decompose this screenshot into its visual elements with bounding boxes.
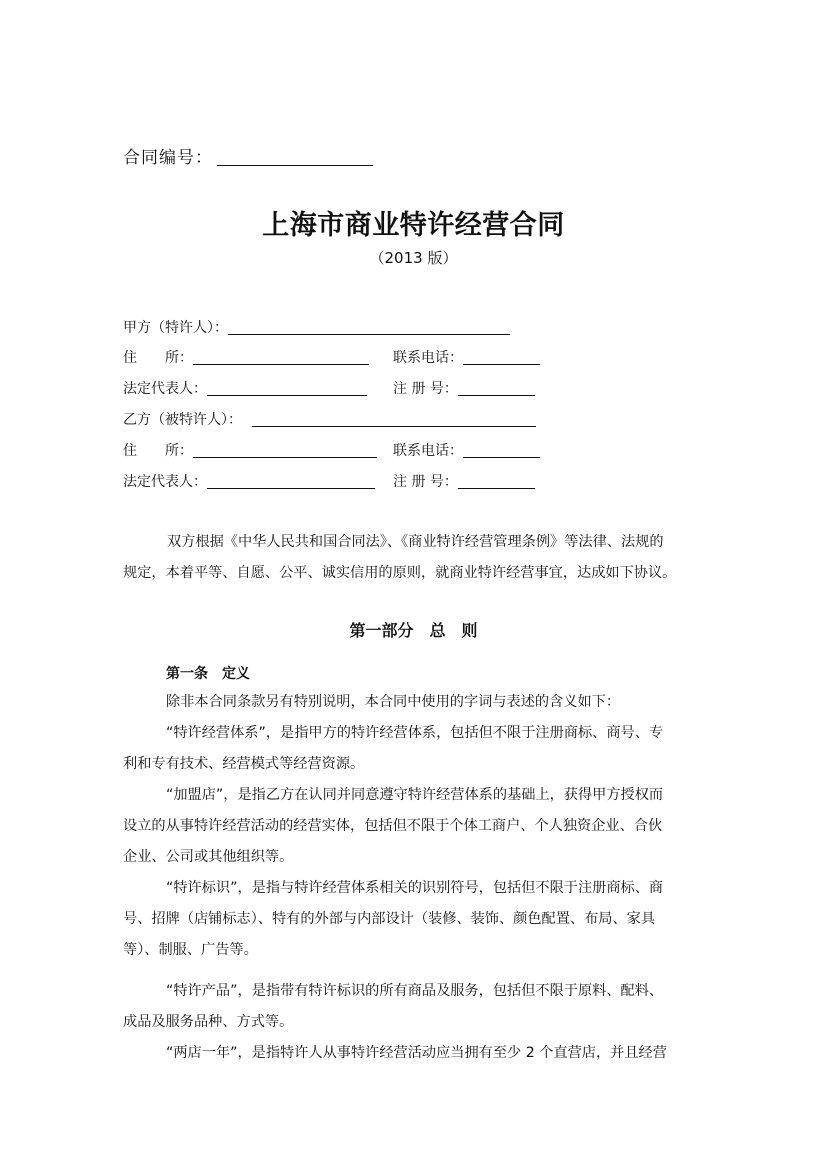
party-a-rep-label: 法定代表人：	[123, 381, 207, 397]
party-b-phone-blank[interactable]	[463, 443, 540, 458]
body-line: 企业、公司或其他组织等。	[123, 849, 294, 865]
party-a-address-row	[123, 347, 369, 367]
party-b-rep-blank[interactable]	[207, 474, 375, 489]
party-a-reg-label: 注 册 号：	[393, 381, 458, 397]
party-b-rep-label: 法定代表人：	[123, 474, 207, 490]
section-title: 第一部分 总 则	[349, 621, 478, 640]
party-b-phone-row	[393, 440, 540, 460]
body-line: 设立的从事特许经营活动的经营实体，包括但不限于个体工商户、个人独资企业、合伙	[123, 818, 663, 834]
document-edition: （2013 版）	[369, 249, 458, 267]
body-line: 除非本合同条款另有特别说明，本合同中使用的字词与表述的含义如下：	[166, 694, 621, 710]
party-b-address-label: 住 所：	[123, 443, 193, 459]
body-line: 等）、制服、广告等。	[123, 942, 258, 958]
body-line: 成品及服务品种、方式等。	[123, 1014, 294, 1030]
party-a-rep-row	[123, 378, 367, 398]
body-line: “加盟店”，是指乙方在认同并同意遵守特许经营体系的基础上，获得甲方授权而	[166, 787, 664, 803]
party-a-address-blank[interactable]	[193, 350, 369, 365]
party-a-row	[123, 317, 510, 337]
party-a-address-label: 住 所：	[123, 350, 193, 366]
party-a-reg-blank[interactable]	[458, 381, 535, 396]
body-line: “特许经营体系”，是指甲方的特许经营体系，包括但不限于注册商标、商号、专	[166, 725, 664, 741]
party-b-reg-blank[interactable]	[458, 474, 535, 489]
preamble-line: 规定，本着平等、自愿、公平、诚实信用的原则，就商业特许经营事宜，达成如下协议。	[123, 565, 677, 581]
party-b-reg-label: 注 册 号：	[393, 474, 458, 490]
contract-number-blank[interactable]	[217, 149, 373, 166]
party-b-address-blank[interactable]	[193, 443, 377, 458]
document-title: 上海市商业特许经营合同	[262, 210, 565, 241]
preamble-line: 双方根据《中华人民共和国合同法》、《商业特许经营管理条例》等法律、法规的	[167, 534, 664, 550]
body-line: 利和专有技术、经营模式等经营资源。	[123, 756, 365, 772]
party-a-phone-blank[interactable]	[463, 350, 540, 365]
party-b-label: 乙方（被特许人）：	[123, 412, 242, 428]
body-line: “两店一年”，是指特许人从事特许经营活动应当拥有至少 2 个直营店，并且经营	[166, 1045, 667, 1061]
party-a-phone-row	[393, 347, 540, 367]
party-b-phone-label: 联系电话：	[393, 443, 463, 459]
article-title: 第一条 定义	[166, 666, 250, 682]
body-line: 号、招牌（店铺标志）、特有的外部与内部设计（装修、装饰、颜色配置、布局、家具	[123, 911, 656, 927]
party-a-rep-blank[interactable]	[207, 381, 367, 396]
party-b-address-row	[123, 440, 377, 460]
party-b-row	[123, 409, 536, 429]
contract-number	[123, 143, 373, 168]
party-a-phone-label: 联系电话：	[393, 350, 463, 366]
party-a-blank[interactable]	[228, 320, 510, 335]
party-b-reg-row	[393, 471, 535, 491]
party-b-rep-row	[123, 471, 375, 491]
body-line: “特许产品”，是指带有特许标识的所有商品及服务，包括但不限于原料、配料、	[166, 983, 664, 999]
contract-number-label: 合同编号：	[123, 148, 213, 168]
party-b-blank[interactable]	[252, 412, 536, 427]
body-line: “特许标识”，是指与特许经营体系相关的识别符号，包括但不限于注册商标、商	[166, 880, 664, 896]
party-a-label: 甲方（特许人）：	[123, 320, 228, 336]
party-a-reg-row	[393, 378, 535, 398]
